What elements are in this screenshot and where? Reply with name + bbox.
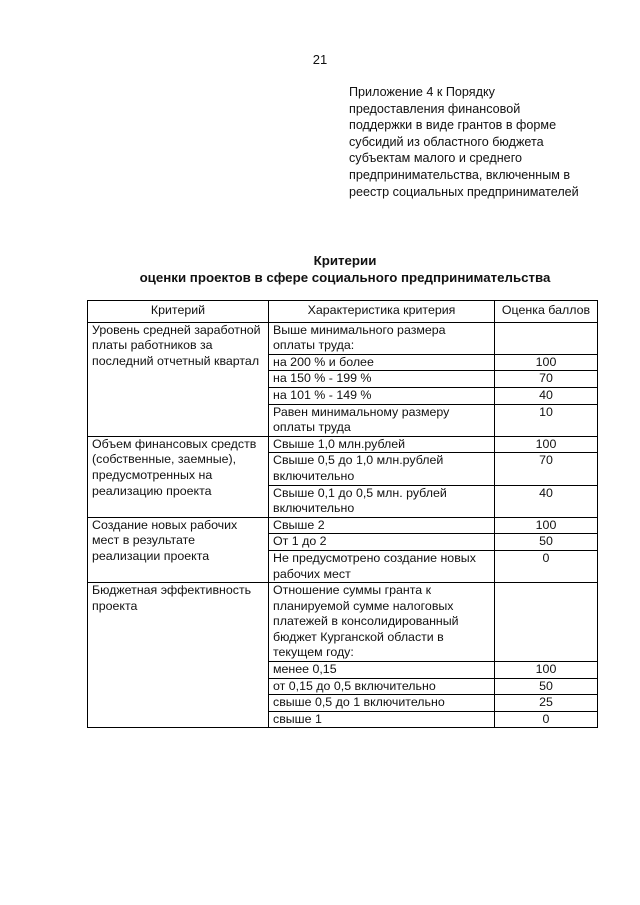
characteristic-cell: Свыше 2: [269, 517, 495, 534]
characteristic-cell: свыше 0,5 до 1 включительно: [269, 695, 495, 712]
criterion-cell: Объем финансовых средств (собственные, заемные), предусмотренных на реализацию проекта: [88, 436, 269, 517]
score-cell: 50: [495, 534, 598, 551]
appendix-line: предпринимательства, включенным в: [349, 167, 571, 182]
characteristic-cell: Не предусмотрено создание новых рабочих мест: [269, 550, 495, 582]
characteristic-cell: От 1 до 2: [269, 534, 495, 551]
table-header-row: [88, 301, 598, 323]
score-cell: 0: [495, 711, 598, 728]
score-cell: 0: [495, 550, 598, 582]
score-cell: [495, 322, 598, 354]
score-cell: 25: [495, 695, 598, 712]
characteristic-cell: Свыше 1,0 млн.рублей: [269, 436, 495, 453]
characteristic-cell: на 150 % - 199 %: [269, 371, 495, 388]
characteristic-cell: на 200 % и более: [269, 354, 495, 371]
header-criterion: Критерий: [88, 301, 269, 323]
appendix-line: субсидий из областного бюджета: [349, 134, 544, 149]
score-cell: 70: [495, 453, 598, 485]
title-line-1: Критерии: [313, 253, 377, 268]
score-cell: 100: [495, 517, 598, 534]
score-cell: 100: [495, 436, 598, 453]
score-cell: 50: [495, 678, 598, 695]
table-row: [88, 517, 598, 534]
characteristic-cell: на 101 % - 149 %: [269, 387, 495, 404]
appendix-line: реестр социальных предпринимателей: [349, 184, 579, 199]
characteristic-cell: Равен минимальному размеру оплаты труда: [269, 404, 495, 436]
appendix-line: Приложение 4 к Порядку: [349, 85, 495, 99]
score-cell: 40: [495, 387, 598, 404]
characteristic-cell: Отношение суммы гранта к планируемой сумме налоговых платежей в консолидированный бюджет Курганской области в текущем году:: [269, 583, 495, 662]
table-row: [88, 583, 598, 662]
appendix-note: [349, 84, 619, 200]
score-cell: 100: [495, 354, 598, 371]
characteristic-cell: менее 0,15: [269, 662, 495, 679]
title-line-2: оценки проектов в сфере социального предпринимательства: [139, 270, 551, 285]
page-number: 21: [312, 52, 328, 67]
header-characteristic: Характеристика критерия: [269, 301, 495, 323]
header-score: Оценка баллов: [495, 301, 598, 323]
characteristic-cell: Выше минимального размера оплаты труда:: [269, 322, 495, 354]
criterion-cell: Создание новых рабочих мест в результате реализации проекта: [88, 517, 269, 582]
score-cell: 70: [495, 371, 598, 388]
appendix-line: предоставления финансовой: [349, 101, 521, 116]
criteria-table: [87, 300, 598, 728]
score-cell: 40: [495, 485, 598, 517]
criterion-cell: Бюджетная эффективность проекта: [88, 583, 269, 728]
table-row: [88, 436, 598, 453]
appendix-line: поддержки в виде грантов в форме: [349, 118, 557, 133]
criterion-cell: Уровень средней заработной платы работников за последний отчетный квартал: [88, 322, 269, 436]
table-row: [88, 322, 598, 354]
characteristic-cell: свыше 1: [269, 711, 495, 728]
document-title: [80, 252, 610, 286]
score-cell: [495, 583, 598, 662]
characteristic-cell: Свыше 0,5 до 1,0 млн.рублей включительно: [269, 453, 495, 485]
score-cell: 100: [495, 662, 598, 679]
score-cell: 10: [495, 404, 598, 436]
appendix-line: субъектам малого и среднего: [349, 151, 523, 166]
characteristic-cell: от 0,15 до 0,5 включительно: [269, 678, 495, 695]
characteristic-cell: Свыше 0,1 до 0,5 млн. рублей включительно: [269, 485, 495, 517]
